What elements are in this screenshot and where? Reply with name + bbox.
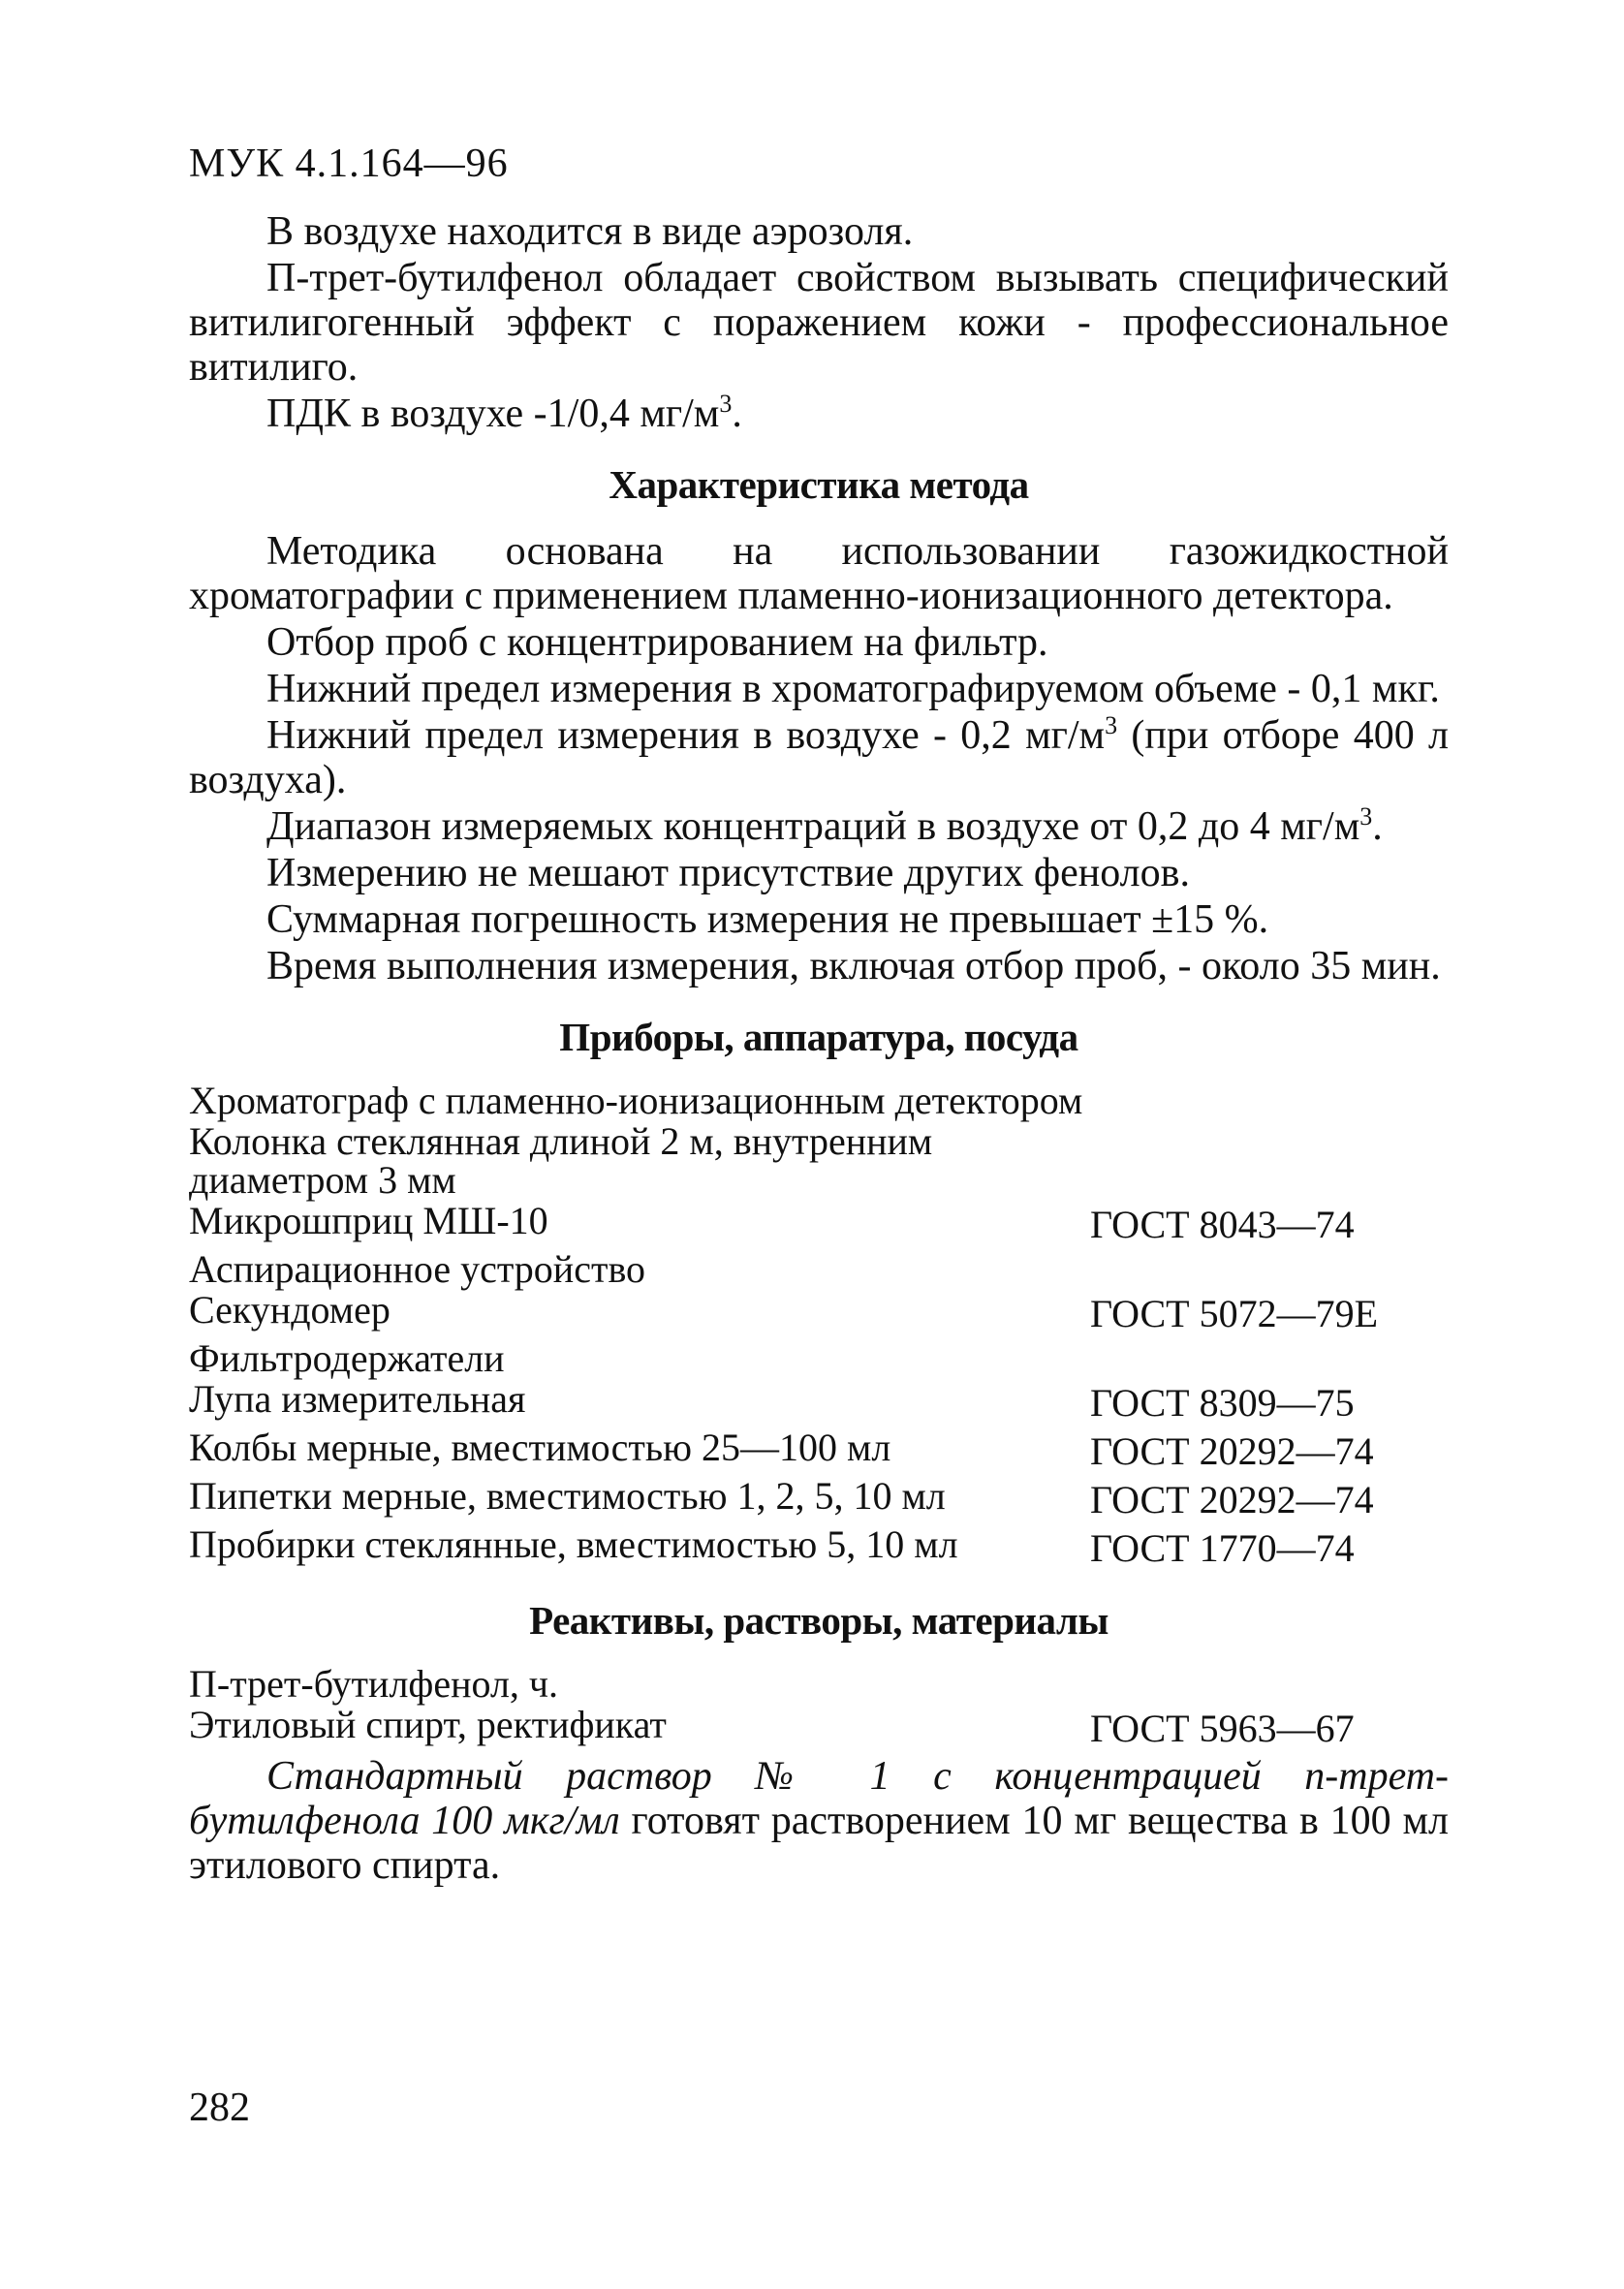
document-page [189, 136, 1449, 1890]
equipment-name: Пробирки стеклянные, вместимостью 5, 10 мл [189, 1522, 958, 1566]
standard-solution-italic: Стандартный раствор № 1 с концентрацией п-трет-бутилфенола 100 мкг/мл [189, 1754, 1449, 1843]
equipment-name: Микрошприц МШ-10 [189, 1199, 548, 1242]
equipment-gost: ГОСТ 5072—79Е [1090, 1292, 1379, 1335]
equipment-gost [1090, 1082, 1449, 1120]
method-paragraph-7: Суммарная погрешность измерения не превышает ±15 %. [266, 897, 1269, 942]
reagent-gost [1090, 1665, 1449, 1704]
method-paragraph-2: Отбор проб с концентрированием на фильтр. [266, 620, 1048, 665]
equipment-name: Секундомер [189, 1288, 390, 1332]
reagent-gost: ГОСТ 5963—67 [1090, 1707, 1355, 1750]
page-number: 282 [189, 2085, 250, 2130]
equipment-row [189, 1428, 1449, 1475]
equipment-row [189, 1377, 1449, 1427]
equipment-section-title: Приборы, аппаратура, посуда [559, 1015, 1078, 1059]
reagent-name: Этиловый спирт, ректификат [189, 1703, 667, 1746]
document-header: МУК 4.1.164—96 [189, 141, 509, 186]
method-paragraph-3: Нижний предел измерения в хроматографируемом объеме - 0,1 мкг. [266, 667, 1440, 711]
equipment-row [189, 1199, 1449, 1248]
range-text: Диапазон измеряемых концентраций в воздухе от 0,2 до 4 мг/м [266, 804, 1360, 849]
equipment-name: Колонка стеклянная длиной 2 м, внутренним диаметром 3 мм [189, 1119, 933, 1202]
reagents-section-title: Реактивы, растворы, материалы [529, 1598, 1109, 1643]
intro-paragraph-1: В воздухе находится в виде аэрозоля. [266, 209, 914, 254]
equipment-gost [1090, 1250, 1449, 1289]
method-section-title: Характеристика метода [609, 462, 1029, 507]
equipment-name: Хроматограф с пламенно-ионизационным детектором [189, 1079, 1083, 1122]
method-paragraph-4 [189, 713, 1449, 802]
method-paragraph-6: Измерению не мешают присутствие других фенолов. [266, 851, 1190, 895]
method-paragraph-1: Методика основана на использовании газожидкостной хроматографии с применением пламенно-ионизационного детектора. [189, 529, 1449, 618]
reagents-list [189, 1662, 1449, 1752]
equipment-name: Колбы мерные, вместимостью 25—100 мл [189, 1426, 891, 1469]
method-paragraph-5 [189, 804, 1449, 849]
equipment-gost: ГОСТ 8309—75 [1090, 1381, 1355, 1425]
pdk-superscript: 3 [719, 390, 733, 418]
standard-solution-paragraph [189, 1754, 1449, 1888]
equipment-row [189, 1079, 1449, 1122]
lower-limit-text: Нижний предел измерения в воздухе - 0,2 мг/м [266, 713, 1106, 758]
reagent-row [189, 1703, 1449, 1752]
reagent-name: П-трет-бутилфенол, ч. [189, 1662, 559, 1706]
equipment-list [189, 1079, 1449, 1572]
equipment-row [189, 1288, 1449, 1337]
equipment-name: Лупа измерительная [189, 1377, 526, 1421]
pdk-text: ПДК в воздухе -1/0,4 мг/м [266, 392, 720, 436]
reagent-row [189, 1662, 1449, 1706]
equipment-row [189, 1247, 1449, 1291]
lower-limit-tail: (при отборе 400 л воздуха). [189, 713, 1449, 802]
method-paragraph-8: Время выполнения измерения, включая отбор проб, - около 35 мин. [266, 944, 1441, 988]
equipment-gost [1090, 1339, 1449, 1378]
standard-solution-rest: готовят растворением 10 мг вещества в 100 мл этилового спирта. [189, 1799, 1449, 1888]
equipment-row [189, 1522, 1449, 1572]
equipment-row [189, 1474, 1449, 1523]
equipment-row [189, 1336, 1449, 1380]
equipment-name: Пипетки мерные, вместимостью 1, 2, 5, 10 мл [189, 1474, 946, 1518]
range-superscript: 3 [1359, 802, 1373, 831]
lower-limit-superscript: 3 [1105, 711, 1118, 739]
range-tail: . [1372, 804, 1383, 849]
pdk-tail: . [732, 392, 742, 436]
equipment-gost: ГОСТ 20292—74 [1090, 1478, 1374, 1521]
equipment-gost: ГОСТ 1770—74 [1090, 1526, 1355, 1570]
equipment-row [189, 1119, 1449, 1202]
equipment-gost [1090, 1122, 1449, 1200]
equipment-gost: ГОСТ 8043—74 [1090, 1203, 1355, 1246]
intro-paragraph-2: П-трет-бутилфенол обладает свойством вызывать специфический витилигогенный эффект с поражением кожи - профессиональное витилиго. [189, 256, 1449, 390]
equipment-name: Аспирационное устройство [189, 1247, 646, 1291]
equipment-gost: ГОСТ 20292—74 [1090, 1429, 1374, 1473]
equipment-name: Фильтродержатели [189, 1336, 505, 1380]
intro-paragraph-3 [189, 392, 1449, 436]
